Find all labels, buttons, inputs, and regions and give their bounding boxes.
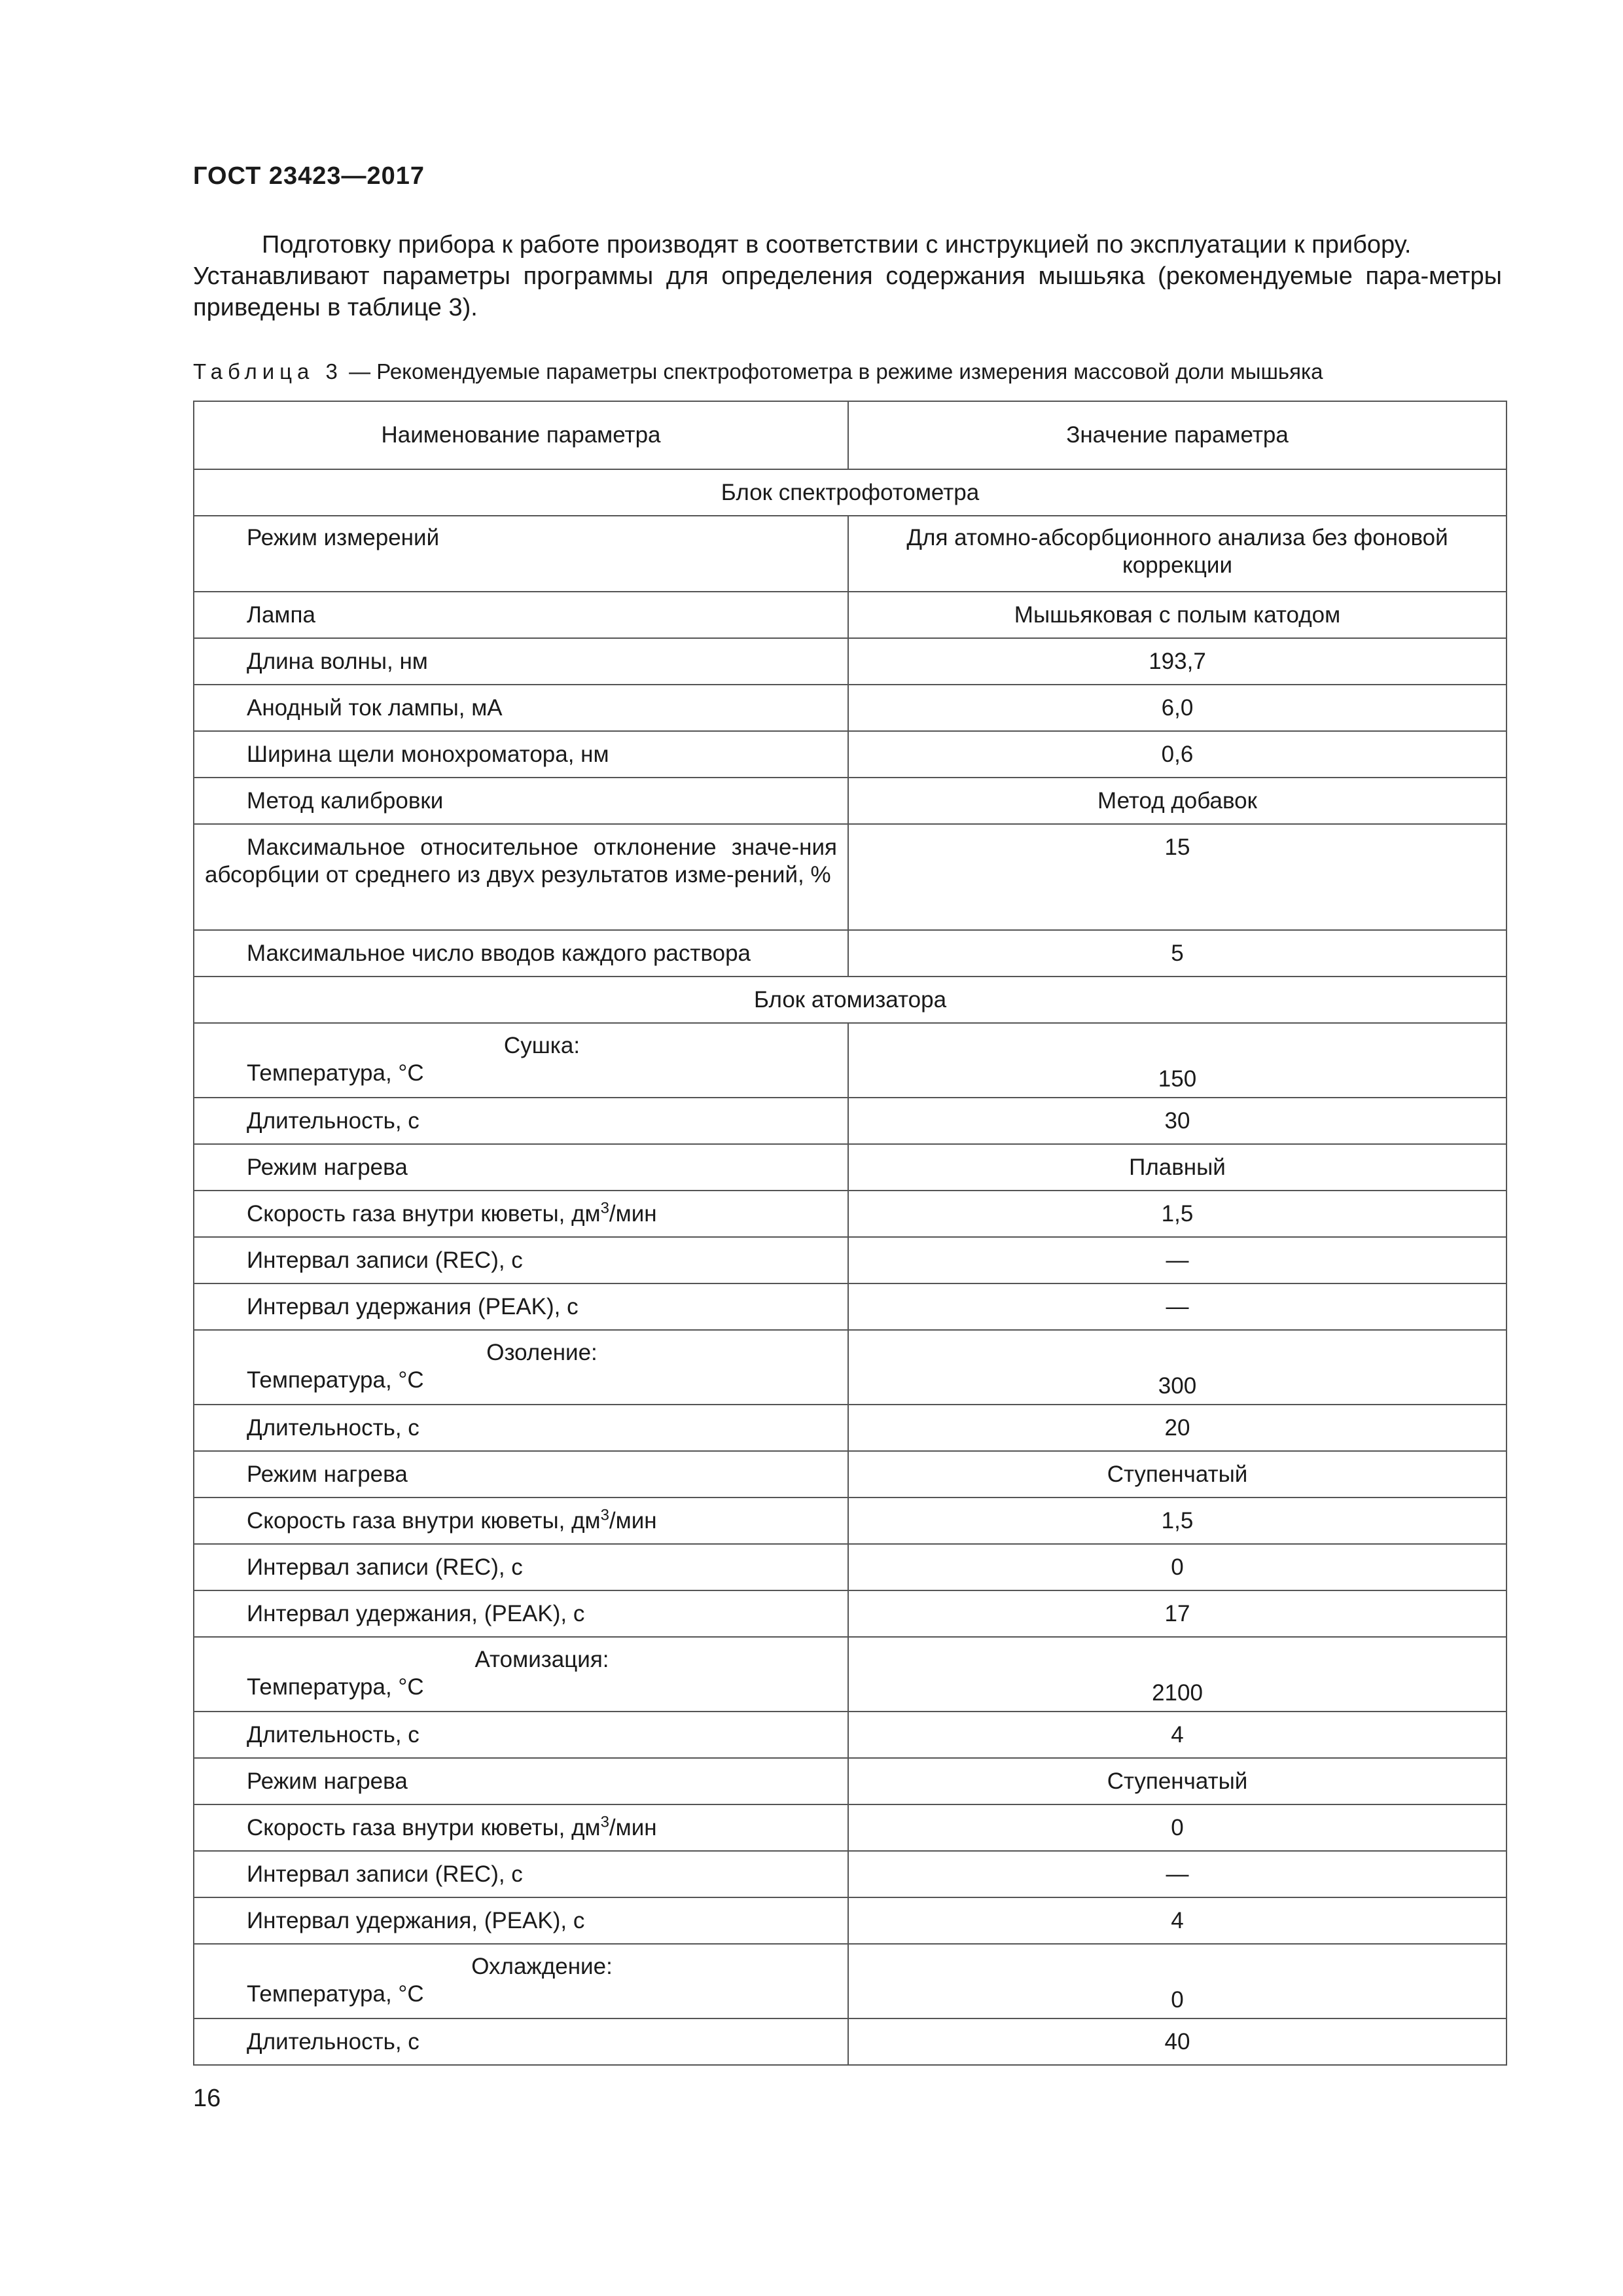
superscript: 3: [600, 1505, 609, 1524]
param-value: —: [848, 1851, 1507, 1897]
param-name: [194, 1330, 848, 1405]
param-value: 20: [848, 1405, 1507, 1451]
param-name: Длительность, с: [194, 1098, 848, 1144]
param-name: Максимальное число вводов каждого раствора: [194, 930, 848, 977]
param-value: —: [848, 1283, 1507, 1330]
table-row: [194, 731, 1507, 778]
param-name: [194, 1498, 848, 1544]
param-value: —: [848, 1237, 1507, 1283]
param-value: 17: [848, 1590, 1507, 1637]
intro-line-1: Подготовку прибора к работе производят в соответствии с инструкцией по эксплуатации к прибору.: [262, 231, 1412, 259]
table-row: [194, 2018, 1507, 2065]
section-row: [194, 469, 1507, 516]
param-value: Ступенчатый: [848, 1451, 1507, 1498]
param-name: Ширина щели монохроматора, нм: [194, 731, 848, 778]
table-row: [194, 1144, 1507, 1191]
table-row: [194, 1023, 1507, 1098]
table-row: [194, 1637, 1507, 1712]
param-label: Температура, °С: [247, 1674, 424, 1700]
table-row: [194, 1451, 1507, 1498]
superscript: 3: [600, 1198, 609, 1217]
param-value: Метод добавок: [848, 778, 1507, 824]
table-row: [194, 1498, 1507, 1544]
param-name: [194, 1804, 848, 1851]
intro-paragraph: [193, 229, 1502, 323]
table-caption-label: Таблица 3: [193, 359, 343, 384]
gas-unit: /мин: [609, 1200, 657, 1227]
param-value: 1,5: [848, 1191, 1507, 1237]
table-row: [194, 1544, 1507, 1590]
param-label: Температура, °С: [247, 1981, 424, 2007]
table-row: [194, 778, 1507, 824]
param-value: 0: [848, 1944, 1507, 2018]
param-name: [194, 1944, 848, 2018]
page-number: 16: [193, 2085, 221, 2112]
param-name: Интервал записи (REC), с: [194, 1851, 848, 1897]
stage-title: Сушка:: [503, 1033, 580, 1058]
param-value: Ступенчатый: [848, 1758, 1507, 1804]
col-header-name: Наименование параметра: [194, 401, 848, 469]
gas-label: Скорость газа внутри кюветы, дм: [247, 1507, 601, 1534]
gas-label: Скорость газа внутри кюветы, дм: [247, 1200, 601, 1227]
param-name: Режим нагрева: [194, 1758, 848, 1804]
param-name: Лампа: [194, 592, 848, 638]
param-value: 193,7: [848, 638, 1507, 685]
table-row: [194, 1944, 1507, 2018]
table-caption: [193, 359, 1502, 385]
param-value: 40: [848, 2018, 1507, 2065]
param-value: 300: [848, 1330, 1507, 1405]
table-row: [194, 516, 1507, 592]
table-row: [194, 824, 1507, 930]
section-title: Блок спектрофотометра: [194, 469, 1507, 516]
param-name: [194, 1637, 848, 1712]
param-value: 5: [848, 930, 1507, 977]
superscript: 3: [600, 1812, 609, 1831]
table-row: [194, 1851, 1507, 1897]
table-header-row: [194, 401, 1507, 469]
param-label: Температура, °С: [247, 1060, 424, 1086]
param-value: Для атомно-абсорбционного анализа без фоновой коррекции: [848, 516, 1507, 592]
stage-title: Озоление:: [486, 1340, 597, 1365]
param-name: Интервал удержания, (PEAK), с: [194, 1590, 848, 1637]
param-value: Плавный: [848, 1144, 1507, 1191]
section-row: [194, 977, 1507, 1023]
table-row: [194, 1283, 1507, 1330]
table-row: [194, 685, 1507, 731]
param-value: 2100: [848, 1637, 1507, 1712]
param-name: Режим нагрева: [194, 1144, 848, 1191]
param-value: 0: [848, 1804, 1507, 1851]
param-value: Мышьяковая с полым катодом: [848, 592, 1507, 638]
table-caption-text: — Рекомендуемые параметры спектрофотометра в режиме измерения массовой доли мышьяка: [349, 359, 1323, 384]
param-value: 0: [848, 1544, 1507, 1590]
table-row: [194, 1098, 1507, 1144]
table-row: [194, 1804, 1507, 1851]
intro-line-2: Устанавливают параметры программы для определения содержания мышьяка (рекомендуемые пара-метры приведены в таблице 3).: [193, 262, 1502, 321]
param-value: 0,6: [848, 731, 1507, 778]
table-row: [194, 1712, 1507, 1758]
parameters-table: [193, 401, 1507, 2066]
param-name: Длительность, с: [194, 1405, 848, 1451]
param-value: 4: [848, 1712, 1507, 1758]
param-name: Режим нагрева: [194, 1451, 848, 1498]
gas-unit: /мин: [609, 1507, 657, 1534]
param-name: Интервал удержания, (PEAK), с: [194, 1897, 848, 1944]
param-name: Метод калибровки: [194, 778, 848, 824]
param-value: 150: [848, 1023, 1507, 1098]
param-name: Интервал записи (REC), с: [194, 1544, 848, 1590]
table-row: [194, 1758, 1507, 1804]
param-name: [194, 1191, 848, 1237]
param-label: Температура, °С: [247, 1367, 424, 1393]
table-row: [194, 1191, 1507, 1237]
stage-title: Охлаждение:: [471, 1954, 613, 1979]
param-value: 15: [848, 824, 1507, 930]
table-row: [194, 638, 1507, 685]
param-value: 1,5: [848, 1498, 1507, 1544]
param-name: Максимальное относительное отклонение значе-ния абсорбции от среднего из двух результатов изме-рений, %: [194, 824, 848, 930]
stage-title: Атомизация:: [474, 1647, 609, 1672]
table-row: [194, 1897, 1507, 1944]
document-code: ГОСТ 23423—2017: [193, 162, 425, 190]
param-value: 30: [848, 1098, 1507, 1144]
gas-label: Скорость газа внутри кюветы, дм: [247, 1814, 601, 1840]
param-name: Интервал записи (REC), с: [194, 1237, 848, 1283]
param-name: Длительность, с: [194, 1712, 848, 1758]
param-value: 4: [848, 1897, 1507, 1944]
col-header-value: Значение параметра: [848, 401, 1507, 469]
param-name: [194, 1023, 848, 1098]
param-name: Длительность, с: [194, 2018, 848, 2065]
param-name: Анодный ток лампы, мА: [194, 685, 848, 731]
param-name: Интервал удержания (PEAK), с: [194, 1283, 848, 1330]
table-row: [194, 592, 1507, 638]
gas-unit: /мин: [609, 1814, 657, 1840]
param-value: 6,0: [848, 685, 1507, 731]
table-row: [194, 1330, 1507, 1405]
table-row: [194, 1405, 1507, 1451]
table-row: [194, 1590, 1507, 1637]
table-row: [194, 1237, 1507, 1283]
param-name: Режим измерений: [194, 516, 848, 592]
section-title: Блок атомизатора: [194, 977, 1507, 1023]
table-row: [194, 930, 1507, 977]
param-name: Длина волны, нм: [194, 638, 848, 685]
